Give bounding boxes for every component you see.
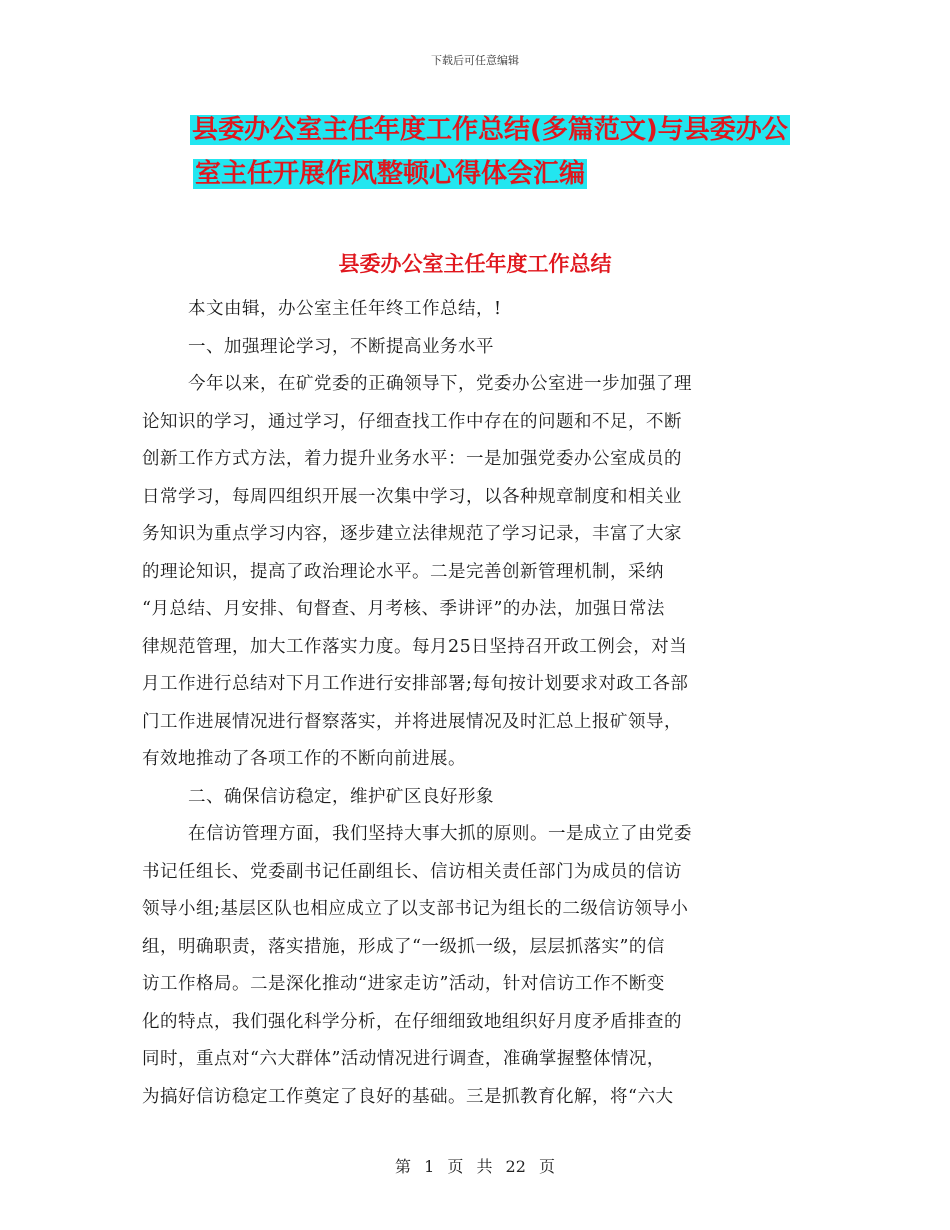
paragraph-line: 本文由辑，办公室主任年终工作总结，! <box>188 299 502 319</box>
section-heading-1: 一、加强理论学习，不断提高业务水平 <box>188 336 494 357</box>
paragraph-line: 为搞好信访稳定工作奠定了良好的基础。三是抓教育化解，将“六大 <box>142 1086 674 1107</box>
body-text <box>142 291 804 1116</box>
paragraph-line: 日常学习，每周四组织开展一次集中学习，以各种规章制度和相关业 <box>142 486 682 507</box>
paragraph-line: 化的特点，我们强化科学分析，在仔细细致地组织好月度矛盾排查的 <box>142 1011 682 1032</box>
section-heading-2: 二、确保信访稳定，维护矿区良好形象 <box>188 786 494 807</box>
paragraph-line: 在信访管理方面，我们坚持大事大抓的原则。一是成立了由党委 <box>188 824 692 844</box>
paragraph-line: 有效地推动了各项工作的不断向前进展。 <box>142 749 466 769</box>
header-note: 下载后可任意编辑 <box>431 54 519 67</box>
paragraph-line: 访工作格局。二是深化推动“进家走访”活动，针对信访工作不断变 <box>142 974 665 994</box>
document-title-line-2: 室主任开展作风整顿心得体会汇编 <box>195 159 586 189</box>
paragraph-line: 书记任组长、党委副书记任副组长、信访相关责任部门为成员的信访 <box>142 861 682 882</box>
paragraph-line: 务知识为重点学习内容，逐步建立法律规范了学习记录，丰富了大家 <box>142 524 682 544</box>
section-title: 县委办公室主任年度工作总结 <box>338 252 612 276</box>
paragraph-line: 月工作进行总结对下月工作进行安排部署;每旬按计划要求对政工各部 <box>142 674 689 694</box>
paragraph-line: 的理论知识，提高了政治理论水平。二是完善创新管理机制，采纳 <box>142 561 664 582</box>
paragraph-line: 组，明确职责，落实措施，形成了“一级抓一级，层层抓落实”的信 <box>142 936 665 957</box>
paragraph-line: 今年以来，在矿党委的正确领导下，党委办公室进一步加强了理 <box>188 374 692 394</box>
paragraph-line: 创新工作方式方法，着力提升业务水平：一是加强党委办公室成员的 <box>142 449 682 469</box>
paragraph-line: 领导小组;基层区队也相应成立了以支部书记为组长的二级信访领导小 <box>142 899 689 919</box>
paragraph-line: 律规范管理，加大工作落实力度。每月25日坚持召开政工例会，对当 <box>142 636 688 657</box>
paragraph-line: 论知识的学习，通过学习，仔细查找工作中存在的问题和不足，不断 <box>142 411 682 432</box>
paragraph-line: 同时，重点对“六大群体”活动情况进行调查，准确掌握整体情况， <box>142 1049 665 1069</box>
paragraph-line: 门工作进展情况进行督察落实，并将进展情况及时汇总上报矿领导， <box>142 711 682 732</box>
page-footer: 第 1 页 共 22 页 <box>395 1157 555 1176</box>
document-title <box>190 108 810 196</box>
document-title-line-1: 县委办公室主任年度工作总结(多篇范文)与县委办公 <box>192 115 788 145</box>
paragraph-line: “月总结、月安排、旬督查、月考核、季讲评”的办法，加强日常法 <box>142 599 665 619</box>
